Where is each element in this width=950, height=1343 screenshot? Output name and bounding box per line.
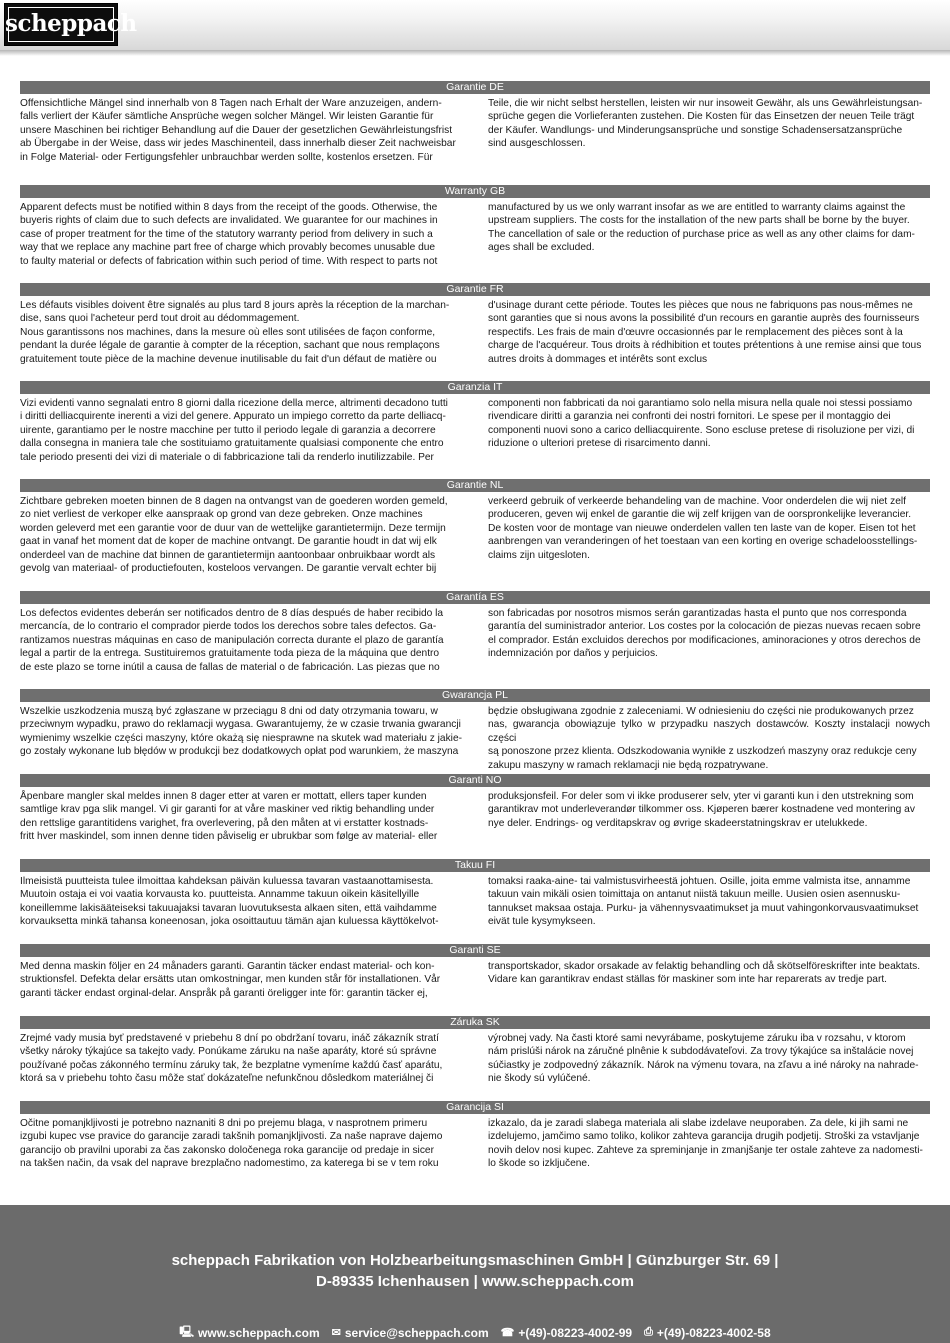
warranty-section [20, 479, 930, 575]
section-text-right: componenti non fabbricati da noi garantiamo solo nella misura nella quale noi stessi possiamo rivendicare diritti a garanzia nei confronti dei nostri fornitori. Le spese per il montaggio dei componenti nuovi sono a carico delliacquirente. Sono escluse pretese di risoluzione per vizi, di riduzione o ulteriori pretese di risarcimento danni. [488, 398, 915, 450]
contact-fax[interactable] [644, 1323, 771, 1342]
section-body [20, 394, 930, 464]
section-text-right: produksjonsfeil. For deler som vi ikke produserer selv, yter vi garanti kun i den utstrekning som garantikrav mot underleverandør tilkommer oss. Kjøperen bærer kostnadene ved montering av nye deler. Endrings- og verditapskrav og øvrige skadeerstatningskrav er utelukkede. [488, 791, 915, 829]
section-title: Garantie DE [20, 81, 930, 94]
section-text-left: Apparent defects must be notified within 8 days from the receipt of the goods. Otherwise, the buyeris rights of claim due to such defects are invalidated. We guarantee for our machines in case of proper treatment for the time of the statutory warranty period from delivery in such a way that we replace any machine part free of charge which provably becomes unusable due to faulty material or defects of fabrication within such period of time. With respect to parts not [20, 202, 438, 267]
scheppach-logo[interactable] [4, 3, 137, 46]
section-text-right: son fabricadas por nosotros mismos serán garantizadas hasta el punto que nos corresponda garantía del suministrador anterior. Los costes por la colocación de piezas nuevas recaen sobre el comprador. Están excluidos derechos por modificaciones, aminoraciones y otros derechos de indemnización por daños y perjuicios. [488, 608, 921, 660]
section-title: Garantía ES [20, 591, 930, 604]
warranty-section [20, 944, 930, 1000]
warranty-section [20, 1101, 930, 1171]
section-title: Gwarancja PL [20, 689, 930, 702]
section-body [20, 296, 930, 366]
warranty-section [20, 381, 930, 464]
section-body [20, 492, 930, 575]
section-text-left: Zrejmé vady musia byť predstavené v priebehu 8 dní po obdržaní tovaru, ináč zákazník stratí všetky nároky týkajúce sa takejto vady. Ponúkame záruku na naše aparáty, ktoré sú správne používané počas zákonného termínu záruky tak, že bezplatne vymeníme každú časť aparátu, ktorá sa v priebehu tohto času môže stať dokázateľne nefunkčnou dôsledkom materiálnej či [20, 1033, 443, 1085]
section-text-right: izkazalo, da je zaradi slabega materiala ali slabe izdelave neuporaben. Za dele, ki jih sami ne izdelujemo, jamčimo samo toliko, kolikor zahteva garancija drugih podjetij. Stroški za vstavljanje novih delov nosi kupec. Zahteve za spreminjanje in zmanjšanje ter ostale zahteve za nadomestі- lo škode so izključene. [488, 1118, 923, 1170]
section-text-right: výrobnej vady. Na časti ktoré sami nevyrábame, poskytujeme záruku iba v rozsahu, v ktorom nám prislúši nárok na záručné plnênie k subdodávateľovi. Za trovy týkajúce sa inštalácie novej súčiastky je zodpovedný zákazník. Nárok na výmenu tovara, na zľavu a iné nároky na nahrade- nie škody sú vylúčené. [488, 1033, 919, 1085]
section-text-right: Teile, die wir nicht selbst herstellen, leisten wir nur insoweit Gewähr, als uns Gewährleistungsan- sprüche gegen die Vorlieferanten zustehen. Die Kosten für das Einsetzen der neuen Teile trägt der Käufer. Wandlungs- und Minderungsansprüche und sonstige Schadensersatzansprüche sind ausgeschlossen. [488, 98, 923, 150]
section-title: Garanti SE [20, 944, 930, 957]
section-text-right: verkeerd gebruik of verkeerde behandeling van de machine. Voor onderdelen die wij niet zelf produceren, geven wij enkel de garantie die wij zelf krijgen van de oorspronkelijke leverancier. De kosten voor de montage van nieuwe onderdelen vallen ten laste van de koper. Eisen tot het aanbrengen van veranderingen of het toestaan van een korting en overige schadeloosstellings- claims zijn uitgesloten. [488, 496, 918, 561]
warranty-section [20, 859, 930, 929]
section-body [20, 787, 930, 844]
section-title: Záruka SK [20, 1016, 930, 1029]
warranty-section [20, 774, 930, 844]
header-bar [0, 0, 950, 50]
section-text-left: Åpenbare mangler skal meldes innen 8 dager etter at varen er mottatt, ellers taper kunden samtlige krav pga slik mangel. Vi gir garanti for at våre maskiner ved riktig behandling under den rettslige garantitidens varighet, fra overlevering, på den måten at vi erstatter kostnads- fritt hver maskindel, som innen denne tiden påviselig er ubrukbar som følge av material- eller [20, 791, 438, 843]
warranty-section [20, 185, 930, 268]
company-line-1: scheppach Fabrikation von Holzbearbeitungsmaschinen GmbH | Günzburger Str. 69 | [171, 1252, 779, 1269]
company-line-2: D-89335 Ichenhausen | www.scheppach.com [316, 1273, 634, 1290]
section-text-right: d'usinage durant cette période. Toutes les pièces que nous ne fabriquons pas nous-mêmes ne sont garanties que si nous avons la possibilité d'un recours en garantie auprès des fournisseurs respectifs. Les frais de main d'œuvre occasionnés par le remplacement des pièces sont à la charge de l'acquéreur. Tous droits à rédhibition et toutes prétentions à une remise ainsi que tous autres droits à dommages et intérêts sont exclus [488, 300, 922, 365]
fax-icon: ⎙ [644, 1326, 653, 1338]
section-body [20, 604, 930, 674]
section-text-left: Wszelkie uszkodzenia muszą być zgłaszane w przeciągu 8 dni od daty otrzymania towaru, w przeciwnym wypadku, prawo do reklamacji wygasa. Gwarantujemy, że w czasie trwania gwarancji wymienimy wszelkie części maszyny, które okażą się niesprawne na skutek wad materiału z jakie- go zostały wykonane lub błędów w produkcji bez dodatkowych opłat pod warunkiem, że maszyna [20, 706, 462, 758]
section-title: Warranty GB [20, 185, 930, 198]
section-title: Garancija SI [20, 1101, 930, 1114]
section-text-left: Les défauts visibles doivent être signalés au plus tard 8 jours après la réception de la marchan- dise, sans quoi l'acheteur perd tout droit au dédommagement. Nous garantissons nos machines, dans la mesure où elles sont utilisées de façon conforme, pendant la durée légale de garantie à compter de la réception, sachant que nous remplaçons gratuitement toute pièce de la machine devenue inutilisable du fait d'un défaut de matière ou [20, 300, 450, 365]
section-text-right: manufactured by us we only warrant insofar as we are entitled to warranty claims against the upstream suppliers. The costs for the installation of the new parts shall be borne by the buyer. The cancellation of sale or the reduction of purchase price as well as any other claims for dam- ages shall be excluded. [488, 202, 915, 254]
warranty-section [20, 591, 930, 674]
contact-phone[interactable] [501, 1323, 632, 1342]
section-body [20, 872, 930, 929]
section-text-left: Vizi evidenti vanno segnalati entro 8 giorni dalla ricezione della merce, altrimenti decadono tutti i diritti delliacquirente inerenti a vizi del genere. Appurato un impiego corretto da parte delliacq- uirente, garantiamo per le nostre macchine per tutto il periodo legale di garanzia a decorrere dalla consegna in maniera tale che sostituiamo gratuitamente qualsiasi componente che entro tale periodo presenti dei vizi di materiale o di fabbricazione tali da renderlo inutilizzabile. Per [20, 398, 448, 463]
footer [0, 1205, 950, 1343]
warranty-section [20, 689, 930, 772]
section-text-left: Med denna maskin följer en 24 månaders garanti. Garantin täcker endast material- och kon- struktionsfel. Defekta delar ersätts utan omkostningar, men kunden står för installationen. Vår garanti täcker endast orginal-delar. Anspråk på garanti öreligger inte för: garantin täcker ej, [20, 961, 441, 999]
section-text-left: Zichtbare gebreken moeten binnen de 8 dagen na ontvangst van de goederen worden gemeld, zo niet verliest de verkoper elke aanspraak op grond van deze gebreken. Onze machines worden geleverd met een garantie voor de duur van de wettelijke garantietermijn. Deze termijn gaat in vanaf het moment dat de koper de machine ontvangt. De garantie houdt in dat wij elk onderdeel van de machine dat binnen de garantietermijn aantoonbaar onbruikbaar wordt als gevolg van materiaal- of productiefouten, kosteloos vervangen. De garantie vervalt echter bij [20, 496, 448, 575]
section-body [20, 1114, 930, 1171]
fax-number[interactable]: +(49)-08223-4002-58 [656, 1325, 771, 1340]
company-address [0, 1250, 950, 1292]
section-body [20, 702, 930, 772]
section-title: Garantie FR [20, 283, 930, 296]
contact-web[interactable] [179, 1323, 319, 1342]
section-title: Garantie NL [20, 479, 930, 492]
section-title: Takuu FI [20, 859, 930, 872]
section-text-right: transportskador, skador orsakade av felaktig behandling och då skötselföreskrifter inte beaktats. Vidare kan garantikrav endast ställas för maskiner som inte har reparerats av tredje part. [488, 961, 921, 986]
section-text-right: tomaksi raaka-aine- tai valmistusvirheestä johtuen. Osille, joita emme valmista itse, annamme takuun vain mikäli osien toimittaja on antanut niistä takuun meille. Uusien osien asennusku- tannukset maksaa ostaja. Purku- ja vähennysvaatimukset ja muut vahingonkorvausvaatimukset eivät tule kysymykseen. [488, 876, 919, 928]
warranty-section [20, 283, 930, 366]
section-body [20, 198, 930, 268]
section-title: Garanzia IT [20, 381, 930, 394]
section-text-left: Los defectos evidentes deberán ser notificados dentro de 8 días después de haber recibido la mercancía, de lo contrario el comprador pierde todos los derechos sobre tales defectos. Ga- rantizamos nuestras máquinas en caso de manipulación correcta durante el plazo de garantía legal a partir de la entrega. Sustituiremos gratuitamente toda pieza de la máquina que dentro de este plazo se torne inútil a causa de fallas de material o de fabricación. Las piezas que no [20, 608, 444, 673]
envelope-icon: ✉ [331, 1327, 341, 1339]
warranty-section [20, 1016, 930, 1086]
email-link[interactable]: service@scheppach.com [344, 1325, 489, 1340]
section-title: Garanti NO [20, 774, 930, 787]
contact-row [0, 1323, 950, 1342]
header-shadow [0, 50, 950, 56]
section-body [20, 957, 930, 1000]
section-body [20, 1029, 930, 1086]
section-body [20, 94, 930, 164]
section-text-left: Ilmeisistä puutteista tulee ilmoittaa kahdeksan päivän kuluessa tavaran vastaanottamisesta. Muutoin ostaja ei voi vaatia korvausta ko. puutteista. Annamme takuun oikein käsitellyille koneillemme lakisääteiseksi takuuajaksi tavaran luovutuksesta alkaen siten, että vaihdamme korvauksetta minkä tahansa koneenosan, joka osoittautuu tämän ajan kuluessa käyttökelvot- [20, 876, 439, 928]
section-text-left: Očitne pomanjkljivosti je potrebno naznaniti 8 dni po prejemu blaga, v nasprotnem primeru izgubi kupec vse pravice do garancije zaradi takšnih pomanjkljivosti. Za naše naprave dajemo garancijo ob pravilni uporabi za čas zakonsko določenega roka garancije od predaje in sicer na takšen način, da vsak del naprave brezplačno nadomestimo, za katerega bi se v tem roku [20, 1118, 443, 1170]
phone-number[interactable]: +(49)-08223-4002-99 [518, 1325, 633, 1340]
contact-email[interactable] [332, 1323, 489, 1342]
section-text-right: będzie obsługiwana zgodnie z zaleceniami. W odniesieniu do części nie produkowanych przez nas, gwarancja obowiązuje tylko w przypadku naszych dostawców. Koszty instalacji nowych części są ponoszone przez klienta. Odszkodowania wynikłe z uszkodzeń maszyny oraz redukcje ceny zakupu maszyny w ramach reklamacji nie będą rozpatrywane. [488, 706, 930, 771]
web-link[interactable]: www.scheppach.com [198, 1325, 320, 1340]
section-text-left: Offensichtliche Mängel sind innerhalb von 8 Tagen nach Erhalt der Ware anzuzeigen, andern- falls verliert der Käufer sämtliche Ansprüche wegen solcher Mängel. Wir leisten Garantie für unsere Maschinen bei richtiger Behandlung auf die Dauer der gesetzlichen Gewährleistungsfrist ab Übergabe in der Weise, dass wir jedes Maschinenteil, dass innerhalb dieser Zeit nachweisbar in Folge Material- oder Fertigungsfehler unbrauchbar werden sollte, kostenlos ersetzen. Für [20, 98, 456, 163]
logo-text: scheppach [5, 10, 137, 37]
computer-icon: 🖳 [179, 1326, 195, 1338]
warranty-section [20, 81, 930, 164]
phone-icon: ☎ [500, 1327, 515, 1339]
